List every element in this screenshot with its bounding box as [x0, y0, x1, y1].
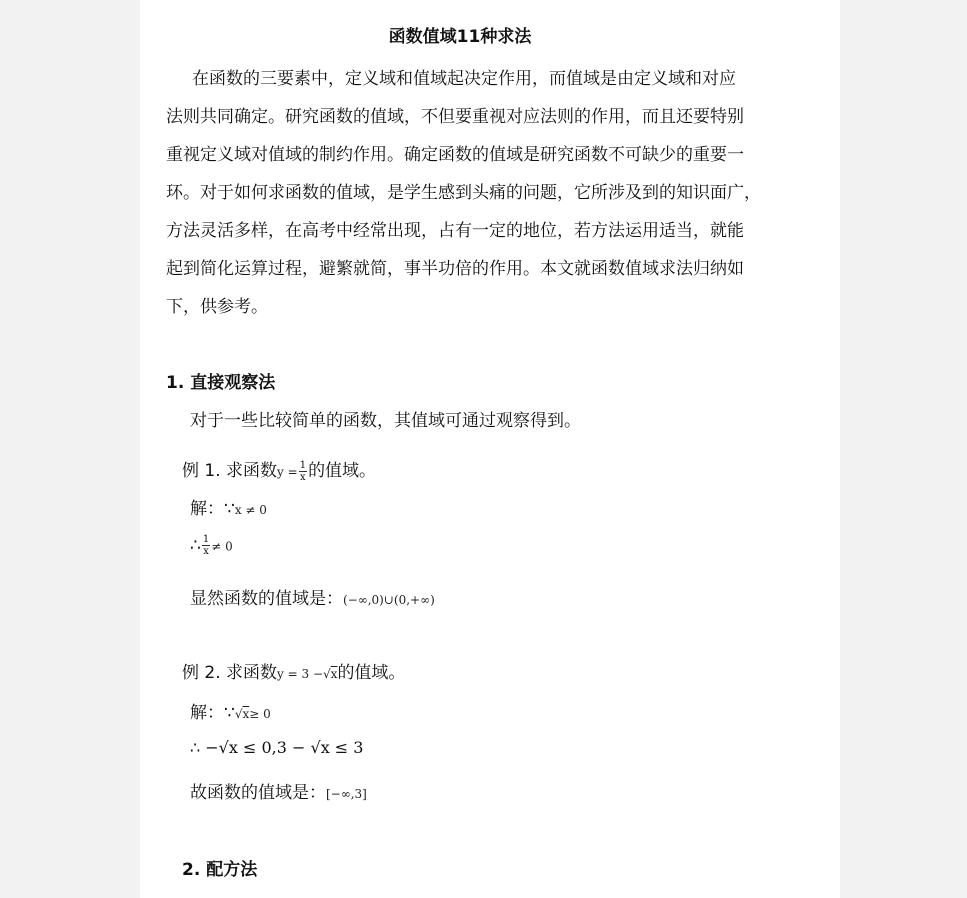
result-label: 显然函数的值域是： [190, 589, 343, 609]
example-label: 例 1. 求函数 [182, 461, 278, 481]
therefore-symbol: ∴ [190, 535, 201, 556]
section-heading: 1. 直接观察法 [166, 373, 276, 393]
page-title: 函数值域11种求法 [388, 27, 532, 47]
intro-line: 环。对于如何求函数的值域，是学生感到头痛的问题，它所涉及到的知识面广， [166, 183, 761, 203]
document-page [140, 0, 840, 898]
example-1-question [182, 456, 376, 483]
example-2-question [182, 658, 405, 683]
numerator: 1 [202, 534, 210, 545]
solution-label: 解： [190, 703, 224, 723]
sqrt-symbol: √ [234, 707, 243, 721]
intro-line: 下，供参考。 [166, 297, 268, 317]
intro-line: 方法灵活多样，在高考中经常出现，占有一定的地位，若方法运用适当，就能 [166, 221, 744, 241]
condition: x ≠ 0 [234, 503, 267, 517]
function-lhs: y = 3 − [277, 667, 323, 681]
sqrt-arg: x [242, 707, 250, 721]
because-symbol: ∵ [224, 703, 235, 723]
fraction [202, 534, 210, 557]
section-heading: 2. 配方法 [182, 860, 258, 880]
result-line [190, 584, 435, 609]
result-line [190, 778, 367, 803]
result-value: (−∞,0)∪(0,+∞) [343, 593, 435, 607]
function-lhs: y = [277, 465, 298, 479]
condition-relation: ≠ 0 [211, 539, 233, 554]
solution-line [190, 698, 271, 723]
denominator: x [203, 546, 209, 557]
example-suffix: 的值域。 [308, 461, 377, 481]
numerator: 1 [299, 459, 307, 471]
example-label: 例 2. 求函数 [182, 663, 278, 683]
therefore-line [190, 534, 233, 557]
sqrt-symbol: √ [323, 667, 331, 681]
solution-line [190, 494, 267, 519]
condition-relation: ≥ 0 [249, 707, 271, 721]
intro-line: 起到简化运算过程，避繁就简，事半功倍的作用。本文就函数值域求法归纳如 [166, 259, 744, 279]
result-value: [−∞,3] [326, 787, 367, 801]
intro-line: 重视定义域对值域的制约作用。确定函数的值域是研究函数不可缺少的重要一 [166, 145, 744, 165]
solution-label: 解： [190, 499, 224, 519]
fraction [299, 460, 307, 483]
intro-line: 在函数的三要素中，定义域和值域起决定作用，而值域是由定义域和对应 [192, 69, 736, 89]
sqrt-arg: x [330, 667, 338, 681]
document-content [140, 0, 840, 898]
section-description: 对于一些比较简单的函数，其值域可通过观察得到。 [190, 411, 581, 431]
result-label: 故函数的值域是： [190, 783, 326, 803]
intro-line: 法则共同确定。研究函数的值域，不但要重视对应法则的作用，而且还要特别 [166, 107, 744, 127]
because-symbol: ∵ [224, 499, 235, 519]
denominator: x [300, 471, 306, 483]
therefore-line: ∴ −√x ≤ 0,3 − √x ≤ 3 [190, 738, 364, 757]
example-suffix: 的值域。 [337, 663, 406, 683]
